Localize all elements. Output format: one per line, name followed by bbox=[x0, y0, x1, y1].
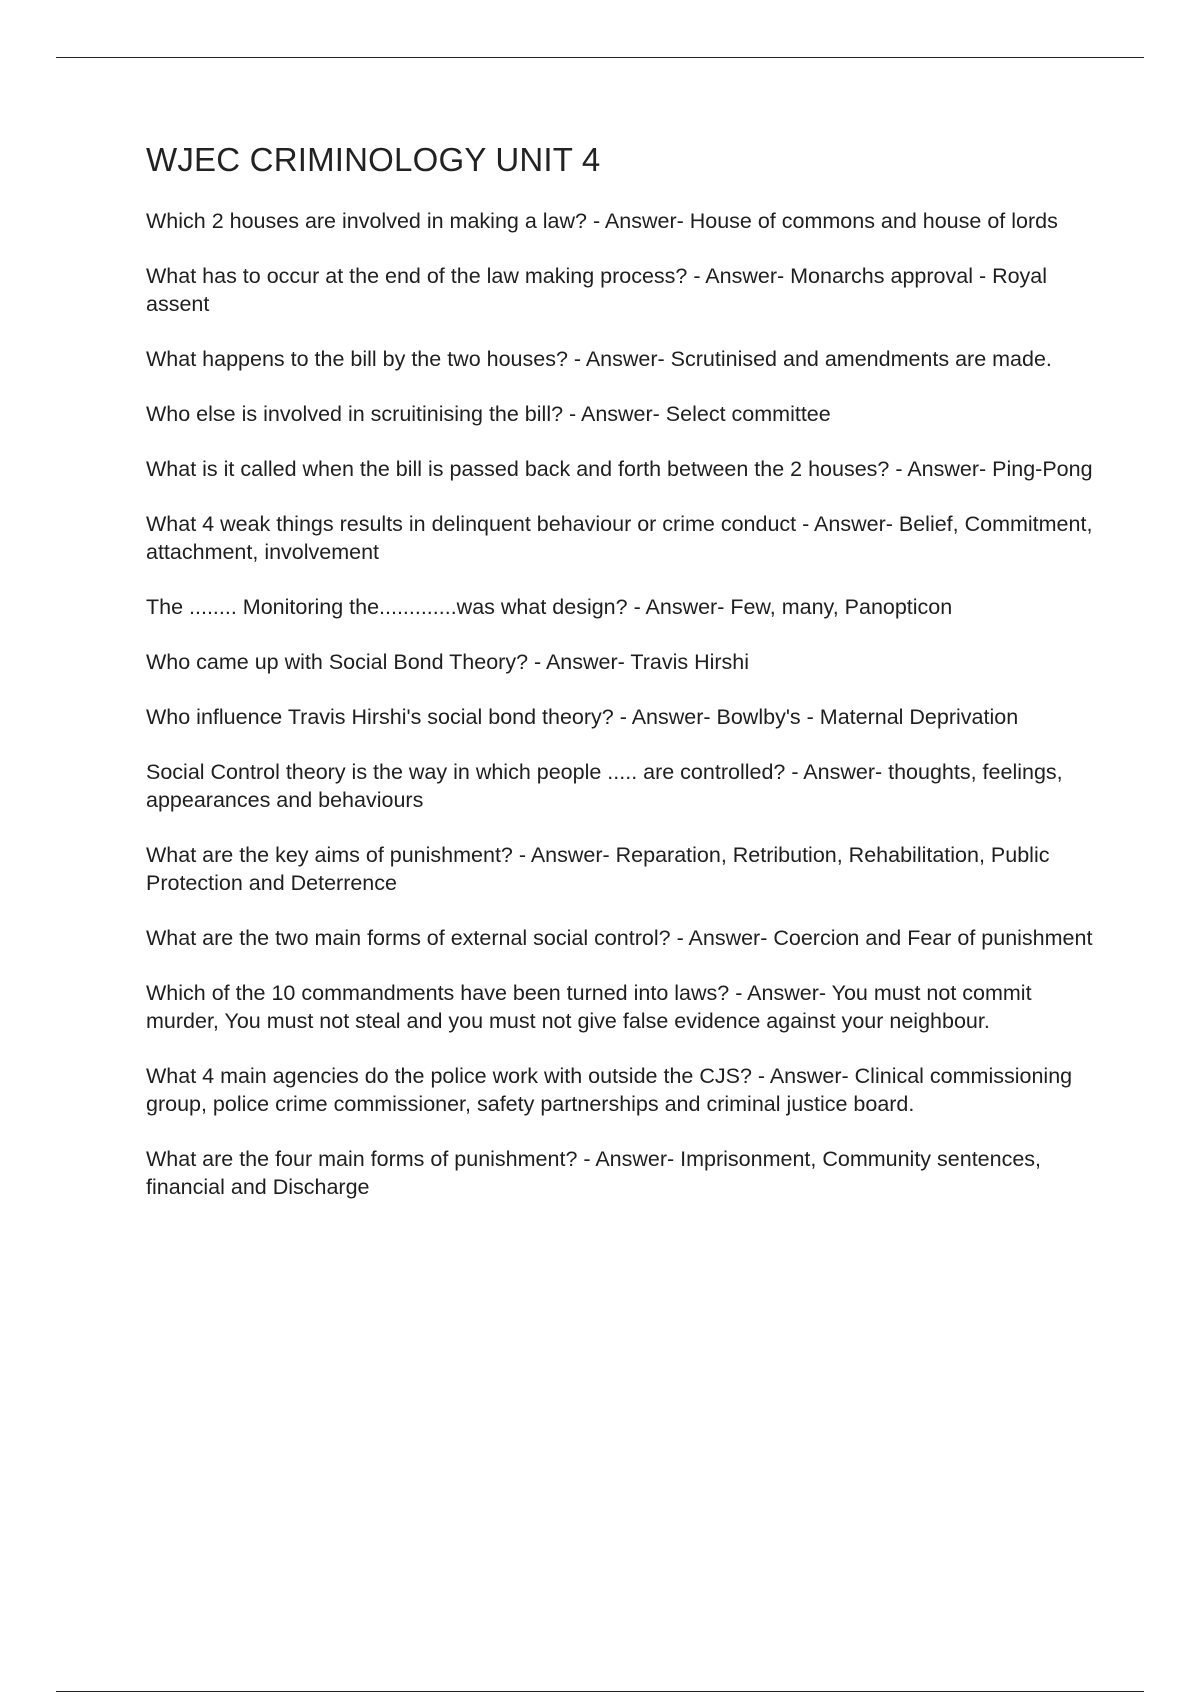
answer-text: Answer- House of commons and house of lords bbox=[604, 209, 1058, 233]
question-text: What are the two main forms of external social control? bbox=[146, 926, 671, 950]
qa-item bbox=[146, 979, 1096, 1035]
question-text: What 4 main agencies do the police work with outside the CJS? bbox=[146, 1064, 752, 1088]
qa-separator: - bbox=[785, 760, 804, 784]
question-text: What are the four main forms of punishment? bbox=[146, 1147, 578, 1171]
question-text: What is it called when the bill is passed back and forth between the 2 houses? bbox=[146, 457, 890, 481]
question-text: What happens to the bill by the two houses? bbox=[146, 347, 568, 371]
qa-separator: - bbox=[751, 1064, 770, 1088]
qa-separator: - bbox=[563, 402, 581, 426]
qa-separator: - bbox=[687, 264, 706, 288]
question-text: What 4 weak things results in delinquent behaviour or crime conduct bbox=[146, 512, 797, 536]
answer-text: Answer- Scrutinised and amendments are made. bbox=[585, 347, 1052, 371]
answer-text: Answer- Few, many, Panopticon bbox=[645, 595, 953, 619]
qa-list bbox=[146, 207, 1096, 1201]
qa-separator: - bbox=[627, 595, 646, 619]
question-text: Who else is involved in scruitinising the bill? bbox=[146, 402, 564, 426]
answer-text: Answer- Reparation, Retribution, Rehabilitation, Public Protection and Deterrence bbox=[146, 843, 1050, 895]
qa-item bbox=[146, 841, 1096, 897]
qa-separator: - bbox=[729, 981, 748, 1005]
bottom-rule bbox=[56, 1691, 1144, 1692]
qa-item bbox=[146, 648, 1096, 676]
qa-separator: - bbox=[889, 457, 908, 481]
qa-item bbox=[146, 262, 1096, 318]
question-text: What has to occur at the end of the law making process? bbox=[146, 264, 688, 288]
answer-text: Answer- Coercion and Fear of punishment bbox=[688, 926, 1093, 950]
qa-item bbox=[146, 207, 1096, 235]
qa-item bbox=[146, 703, 1096, 731]
qa-item bbox=[146, 593, 1096, 621]
answer-text: Answer- You must not commit murder, You must not steal and you must not give false evidence against your neighbour. bbox=[146, 981, 1032, 1033]
answer-text: Answer- Bowlby's - Maternal Deprivation bbox=[631, 705, 1019, 729]
qa-item bbox=[146, 924, 1096, 952]
qa-item bbox=[146, 345, 1096, 373]
question-text: Which of the 10 commandments have been turned into laws? bbox=[146, 981, 730, 1005]
answer-text: Answer- Clinical commissioning group, police crime commissioner, safety partnerships and criminal justice board. bbox=[146, 1064, 1073, 1116]
answer-text: Answer- Monarchs approval - Royal assent bbox=[146, 264, 1048, 316]
page-content bbox=[146, 140, 1096, 1228]
answer-text: Answer- thoughts, feelings, appearances and behaviours bbox=[146, 760, 1063, 812]
qa-item bbox=[146, 1145, 1096, 1201]
answer-text: Answer- Travis Hirshi bbox=[545, 650, 750, 674]
question-text: Which 2 houses are involved in making a law? bbox=[146, 209, 587, 233]
qa-separator: - bbox=[670, 926, 689, 950]
qa-separator: - bbox=[586, 209, 605, 233]
qa-item bbox=[146, 400, 1096, 428]
qa-separator: - bbox=[577, 1147, 596, 1171]
qa-item bbox=[146, 510, 1096, 566]
answer-text: Answer- Belief, Commitment, attachment, involvement bbox=[146, 512, 1093, 564]
top-rule bbox=[56, 57, 1144, 58]
question-text: The ........ Monitoring the.............was what design? bbox=[146, 595, 628, 619]
qa-separator: - bbox=[512, 843, 531, 867]
question-text: Social Control theory is the way in which people ..... are controlled? bbox=[146, 760, 786, 784]
answer-text: Answer- Ping-Pong bbox=[907, 457, 1093, 481]
qa-item bbox=[146, 758, 1096, 814]
question-text: Who came up with Social Bond Theory? bbox=[146, 650, 529, 674]
document-title: WJEC CRIMINOLOGY UNIT 4 bbox=[146, 141, 601, 178]
qa-item bbox=[146, 455, 1096, 483]
qa-separator: - bbox=[567, 347, 586, 371]
qa-separator: - bbox=[528, 650, 546, 674]
question-text: What are the key aims of punishment? bbox=[146, 843, 513, 867]
qa-separator: - bbox=[613, 705, 632, 729]
qa-item bbox=[146, 1062, 1096, 1118]
answer-text: Answer- Select committee bbox=[580, 402, 831, 426]
question-text: Who influence Travis Hirshi's social bond theory? bbox=[146, 705, 614, 729]
answer-text: Answer- Imprisonment, Community sentences, financial and Discharge bbox=[146, 1147, 1042, 1199]
qa-separator: - bbox=[796, 512, 815, 536]
